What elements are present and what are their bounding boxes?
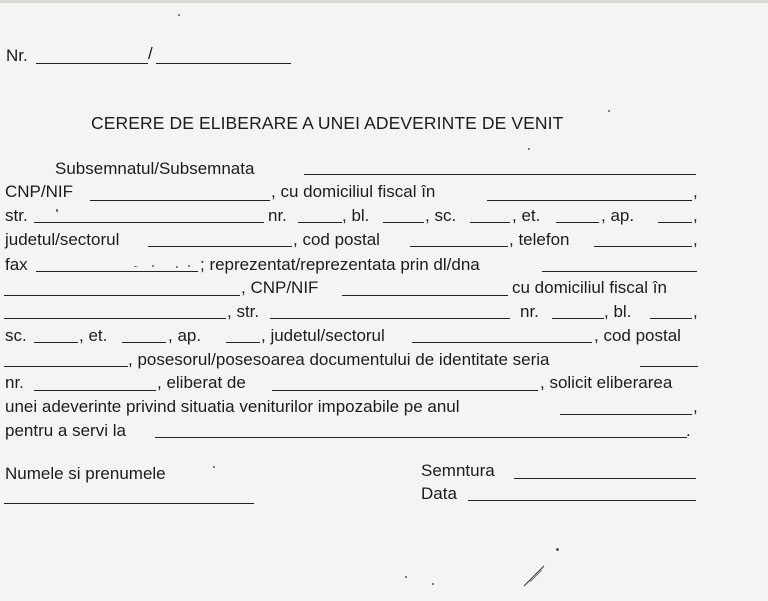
income-year-label: unei adeverinte privind situatia veniturilor impozabile pe anul xyxy=(5,397,460,416)
staircase-field[interactable] xyxy=(470,222,510,223)
rep-staircase-label: sc. xyxy=(5,326,27,345)
scan-speck xyxy=(188,265,190,267)
signature-field[interactable] xyxy=(514,478,696,479)
rep-street-label: , str. xyxy=(227,302,260,321)
full-name-label: Numele si prenumele xyxy=(5,464,166,483)
county-label: judetul/sectorul xyxy=(5,230,120,249)
id-holder-label: , posesorul/posesoarea documentului de identitate seria xyxy=(128,350,550,369)
street-label: str. xyxy=(5,206,28,225)
postal-code-label: , cod postal xyxy=(293,230,380,249)
issued-by-field[interactable] xyxy=(272,390,538,391)
scan-speck xyxy=(134,266,137,267)
rep-number-label: nr. xyxy=(520,302,539,321)
scan-speck xyxy=(56,209,58,212)
scan-speck xyxy=(556,548,559,551)
scan-speck xyxy=(213,466,215,468)
rep-county-field[interactable] xyxy=(412,342,592,343)
applicant-name-field[interactable] xyxy=(304,174,696,175)
representative-name-field-cont[interactable] xyxy=(4,295,240,296)
comma: , xyxy=(693,182,698,201)
nr-label: Nr. xyxy=(6,46,28,65)
staircase-label: , sc. xyxy=(425,206,457,225)
full-name-field[interactable] xyxy=(4,503,254,504)
comma: , xyxy=(693,397,698,416)
rep-apartment-label: , ap. xyxy=(168,326,202,345)
cnp-field[interactable] xyxy=(90,200,270,201)
form-title: CERERE DE ELIBERARE A UNEI ADEVERINTE DE VENIT xyxy=(91,113,564,133)
nr-separator: / xyxy=(148,44,153,63)
issued-by-label: , eliberat de xyxy=(157,373,246,392)
number-label: nr. xyxy=(268,206,287,225)
applicant-label: Subsemnatul/Subsemnata xyxy=(55,159,255,178)
cnp-label: CNP/NIF xyxy=(5,182,73,201)
apartment-label: , ap. xyxy=(601,206,635,225)
purpose-field[interactable] xyxy=(155,437,687,438)
rep-county-label: , judetul/sectorul xyxy=(261,326,385,345)
street-field[interactable] xyxy=(34,222,264,223)
scan-speck xyxy=(405,576,407,578)
fax-label: fax xyxy=(5,255,28,274)
purpose-label: pentru a servi la xyxy=(5,421,126,440)
representative-name-field[interactable] xyxy=(542,271,697,272)
comma: , xyxy=(693,206,698,225)
rep-floor-label: , et. xyxy=(79,326,108,345)
rep-apartment-field[interactable] xyxy=(226,342,260,343)
fax-field[interactable] xyxy=(36,271,198,272)
pen-mark xyxy=(520,560,550,590)
scan-edge xyxy=(0,0,768,3)
phone-field[interactable] xyxy=(594,246,692,247)
scan-speck xyxy=(178,14,180,16)
scan-speck xyxy=(176,266,178,268)
scan-speck xyxy=(528,148,530,150)
date-label: Data xyxy=(421,484,457,503)
rep-fiscal-domicile-field[interactable] xyxy=(4,318,226,319)
income-year-field[interactable] xyxy=(560,414,692,415)
rep-postal-code-field[interactable] xyxy=(4,366,128,367)
floor-field[interactable] xyxy=(556,222,599,223)
id-number-field[interactable] xyxy=(34,390,156,391)
rep-cnp-label: , CNP/NIF xyxy=(241,278,319,297)
scan-speck xyxy=(608,110,610,112)
county-field[interactable] xyxy=(148,246,292,247)
apartment-field[interactable] xyxy=(658,222,692,223)
date-field[interactable] xyxy=(468,500,696,501)
rep-block-field[interactable] xyxy=(650,318,692,319)
rep-fiscal-domicile-label: cu domiciliul fiscal în xyxy=(512,278,667,297)
comma: , xyxy=(693,302,698,321)
fiscal-domicile-field[interactable] xyxy=(487,200,692,201)
rep-floor-field[interactable] xyxy=(122,342,166,343)
floor-label: , et. xyxy=(512,206,541,225)
fiscal-domicile-label: , cu domiciliul fiscal în xyxy=(271,182,436,201)
phone-label: , telefon xyxy=(509,230,570,249)
scan-speck xyxy=(432,583,434,585)
representative-label: ; reprezentat/reprezentata prin dl/dna xyxy=(200,255,480,274)
request-label: , solicit eliberarea xyxy=(540,373,673,392)
rep-block-label: , bl. xyxy=(604,302,632,321)
nr-date-field[interactable] xyxy=(156,63,291,64)
nr-field[interactable] xyxy=(36,63,148,64)
rep-staircase-field[interactable] xyxy=(34,342,78,343)
signature-label: Semntura xyxy=(421,461,495,480)
comma: , xyxy=(693,230,698,249)
block-label: , bl. xyxy=(342,206,370,225)
rep-postal-code-label: , cod postal xyxy=(594,326,681,345)
rep-number-field[interactable] xyxy=(552,318,604,319)
rep-cnp-field[interactable] xyxy=(342,295,508,296)
id-number-label: nr. xyxy=(5,373,24,392)
block-field[interactable] xyxy=(383,222,424,223)
postal-code-field[interactable] xyxy=(410,246,508,247)
number-field[interactable] xyxy=(298,222,342,223)
period: . xyxy=(686,421,691,440)
id-series-field[interactable] xyxy=(640,366,698,367)
scan-speck xyxy=(152,265,154,267)
rep-street-field[interactable] xyxy=(270,318,510,319)
